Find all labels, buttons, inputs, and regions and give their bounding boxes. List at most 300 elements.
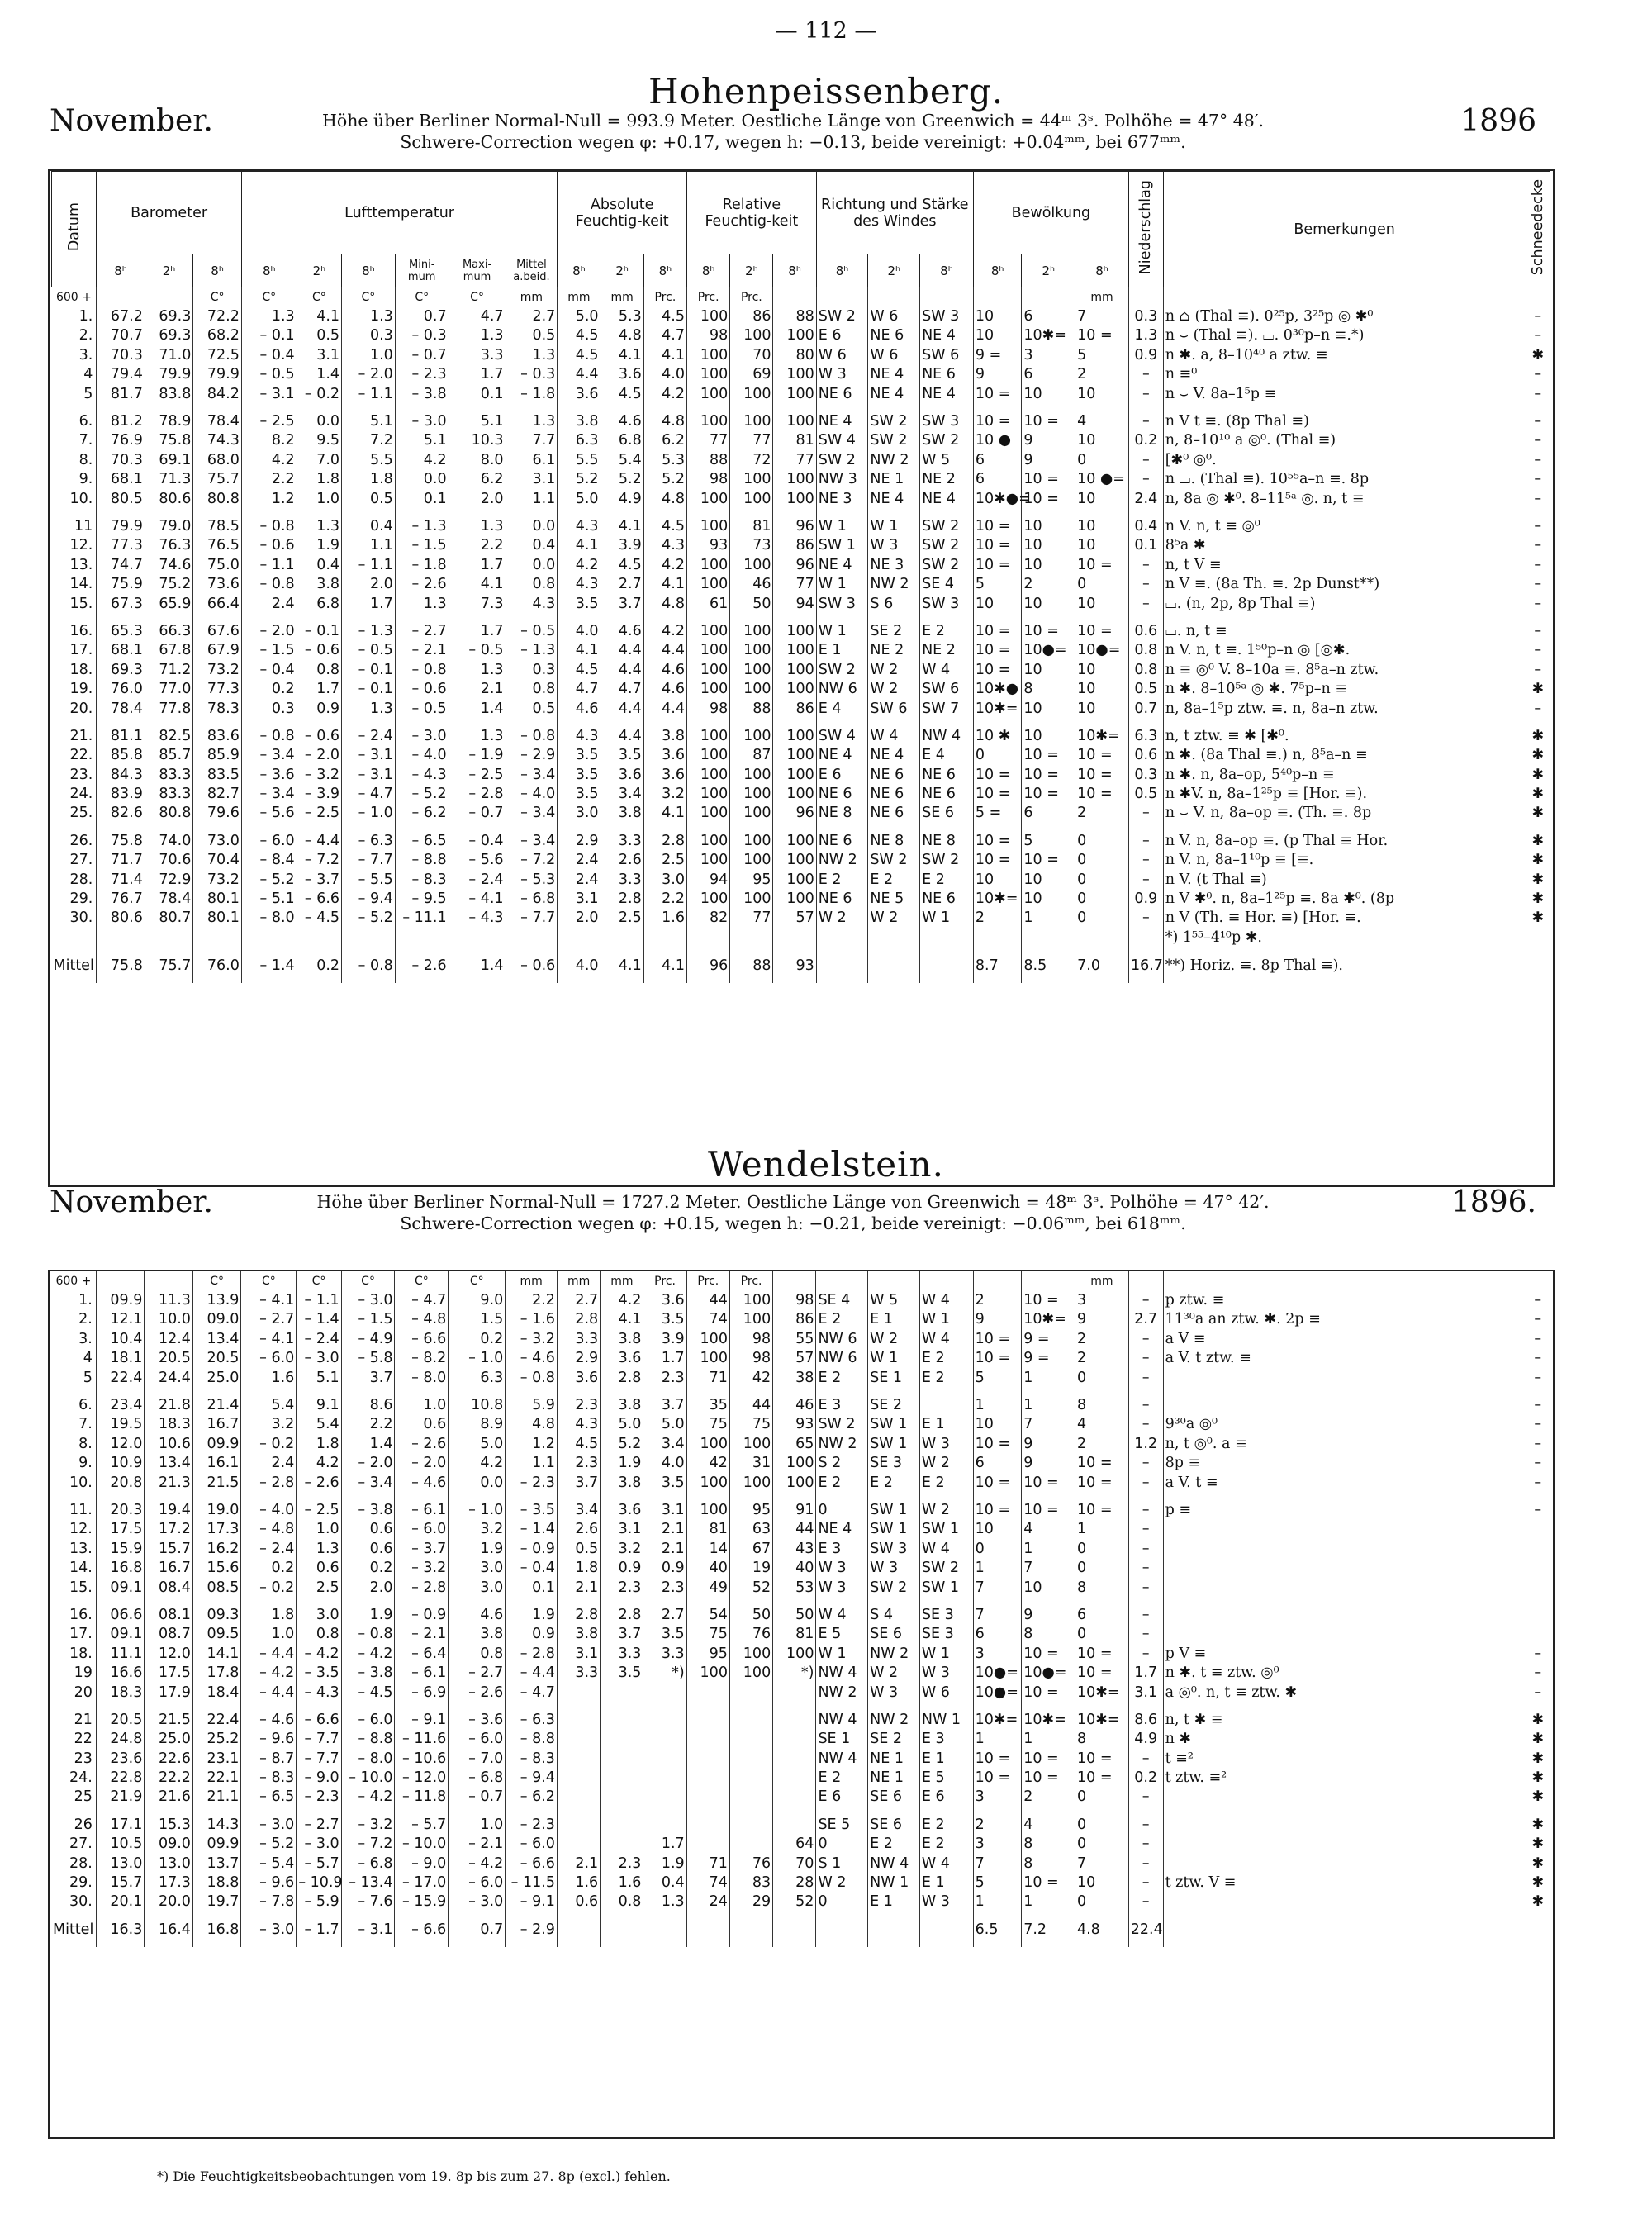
table-cell: 100 [687, 345, 730, 364]
table-cell: 0 [1075, 1893, 1128, 1912]
table-cell: 3 [1022, 345, 1075, 364]
table-cell: 88 [773, 306, 816, 325]
table-cell: 85.7 [145, 746, 193, 765]
table-cell: – [1128, 1454, 1163, 1473]
table-cell: 4.9 [601, 489, 643, 508]
table-cell: 96 [773, 508, 816, 535]
table-cell: 81 [686, 1520, 729, 1539]
table-cell: – 2.8 [395, 1578, 449, 1597]
table-cell: 8p ≡ [1163, 1454, 1526, 1473]
table-cell: S 1 [816, 1854, 868, 1873]
table-cell: 4.9 [1128, 1730, 1163, 1749]
bewoelkung-header: Bewölkung [973, 172, 1128, 254]
table-cell: 8 [1075, 1730, 1128, 1749]
table-row [52, 765, 1550, 784]
table-cell: n, 8a ◎ ✱⁰. 8–11⁵ᵃ ◎. n, t ≡ [1163, 489, 1526, 508]
table-cell: – [1128, 870, 1163, 889]
footnote-cell: *) 1⁵⁵–4¹⁰p ✱. [1163, 928, 1526, 948]
table-cell: – 1.8 [395, 555, 449, 574]
table-cell: 10✱= [973, 1702, 1022, 1729]
table-cell: 2.7 [643, 1597, 686, 1624]
unit-cell: C° [297, 287, 341, 307]
table-cell: 6 [1022, 804, 1075, 823]
table-cell: 78.4 [97, 699, 145, 718]
table-cell [643, 1912, 686, 1948]
table-cell: – 3.2 [341, 1807, 395, 1834]
table-row [51, 1625, 1550, 1644]
table-row [52, 508, 1550, 535]
unit-cell: C° [297, 1271, 341, 1290]
table-cell: 19 [729, 1558, 772, 1577]
table-cell: 100 [686, 1434, 729, 1453]
table-cell: 14.3 [192, 1807, 241, 1834]
table-cell: SE 4 [920, 574, 974, 593]
table-cell: 2.2 [643, 889, 686, 908]
table-cell: 2.0 [342, 574, 396, 593]
table-cell: 77.3 [97, 536, 145, 555]
table-cell: – 0.8 [342, 948, 396, 983]
table-cell: – 1.1 [241, 555, 297, 574]
table-cell: n, t ✱ ≡ [1163, 1702, 1526, 1729]
table-cell: 18.3 [96, 1683, 145, 1702]
table-cell: – [1128, 470, 1163, 489]
unit-cell: Prc. [730, 287, 773, 307]
table-cell: 28 [773, 1873, 816, 1892]
table-cell: 6 [973, 1625, 1022, 1644]
unit-cell [1128, 287, 1163, 307]
table-cell: – 4.1 [241, 1290, 297, 1309]
table-cell: **) Horiz. ≡. 8p Thal ≡). [1163, 948, 1526, 983]
table-cell: E 2 [816, 1768, 868, 1787]
table-cell: W 1 [816, 613, 868, 640]
table-cell: ✱ [1526, 870, 1550, 889]
table-cell: 2 [973, 909, 1022, 928]
table-cell: – 3.2 [506, 1329, 558, 1348]
table-cell: – 3.1 [342, 765, 396, 784]
table-cell: – 0.5 [342, 641, 396, 660]
table-cell: 44 [686, 1290, 729, 1309]
table-cell [1163, 1368, 1526, 1387]
table-cell: NE 1 [868, 1768, 920, 1787]
table-cell: 13.0 [96, 1854, 145, 1873]
table-cell: 3.5 [558, 784, 601, 803]
table-cell: 5.0 [449, 1434, 506, 1453]
table-cell: SW 2 [868, 851, 920, 870]
table-cell: 0.5 [297, 326, 341, 345]
table-cell: 3.7 [601, 594, 643, 613]
table-cell: 3.7 [643, 1387, 686, 1414]
table-cell: 77.8 [145, 699, 193, 718]
table-cell: 5 [1075, 345, 1129, 364]
table-cell: NE 4 [868, 384, 920, 403]
table-cell: SE 3 [919, 1597, 973, 1624]
table-cell [729, 1788, 772, 1807]
table-cell: 7 [973, 1578, 1022, 1597]
table-cell: – [1526, 1329, 1550, 1348]
unit-cell [1128, 1271, 1163, 1290]
table-cell: 100 [730, 489, 773, 508]
table-cell [920, 948, 974, 983]
unit-cell [773, 1271, 816, 1290]
table-cell: 100 [773, 889, 816, 908]
unit-cell: mm [506, 287, 558, 307]
hour-8-header: 8ʰ [558, 254, 601, 287]
table-cell [729, 1730, 772, 1749]
table-cell: [✱⁰ ◎⁰. [1163, 450, 1526, 469]
data-table-wendelstein [51, 1271, 1550, 1947]
table-cell: 0.6 [1128, 746, 1163, 765]
table-cell: – [1526, 306, 1550, 325]
table-cell: 10 = [1022, 1473, 1075, 1492]
table-row [52, 306, 1550, 325]
table-cell: 61 [687, 594, 730, 613]
table-cell: 4.1 [297, 306, 341, 325]
table-cell: 10 = [973, 784, 1022, 803]
table-cell: 7 [973, 1854, 1022, 1873]
unit-cell: C° [395, 1271, 449, 1290]
table-cell: 09.9 [192, 1434, 241, 1453]
table-cell: W 4 [816, 1597, 868, 1624]
table-cell: – [1128, 1597, 1163, 1624]
table-cell: 80.6 [97, 909, 145, 928]
table-cell: – [1526, 1683, 1550, 1702]
table-cell: – 6.0 [449, 1873, 506, 1892]
table-cell: – 10.0 [395, 1835, 449, 1854]
table-cell: 81 [773, 1625, 816, 1644]
table-cell: W 4 [919, 1290, 973, 1309]
table-cell: 10 [1075, 508, 1129, 535]
unit-cell [97, 287, 145, 307]
table-cell: – [1526, 555, 1550, 574]
table-cell: 4.2 [395, 450, 449, 469]
table-cell: – [1526, 365, 1550, 384]
table-cell: 10●= [1022, 1663, 1075, 1682]
table-cell: n, 8a–1⁵p ztw. ≡. n, 8a–n ztw. [1163, 699, 1526, 718]
table-cell: 0 [973, 1539, 1022, 1558]
table-cell [557, 1835, 600, 1854]
table-cell: NE 4 [868, 746, 920, 765]
table-cell: 100 [686, 1492, 729, 1519]
table-cell: – 0.8 [506, 1368, 558, 1387]
table-cell: – 8.4 [241, 851, 297, 870]
table-cell: – 11.5 [506, 1873, 558, 1892]
table-cell: 10 = [973, 641, 1022, 660]
table-cell: ✱ [1526, 1807, 1550, 1834]
table-cell: 3.6 [643, 765, 686, 784]
hour-8-header: 8ʰ [97, 254, 145, 287]
table-cell: 3 [973, 1788, 1022, 1807]
table-cell: 78.3 [193, 699, 242, 718]
table-cell: – 6.0 [449, 1730, 506, 1749]
hour-8-header: 8ʰ [643, 254, 686, 287]
table-cell: 3.8 [297, 574, 341, 593]
table-cell: 4.5 [558, 345, 601, 364]
table-cell [686, 1807, 729, 1834]
table-cell: 75.8 [97, 948, 145, 983]
table-cell: 10 = [973, 1473, 1022, 1492]
table-cell: 16.8 [96, 1558, 145, 1577]
table-cell: – 2.3 [506, 1473, 558, 1492]
table-cell: – 1.4 [506, 1520, 558, 1539]
table-cell: 6 [1022, 306, 1075, 325]
table-cell: 77 [773, 450, 816, 469]
date-cell: 2. [51, 1310, 96, 1329]
table-cell: NW 2 [816, 1434, 868, 1453]
table-cell: 100 [773, 365, 816, 384]
table-cell: 10 = [973, 555, 1022, 574]
table-cell: E 6 [816, 765, 868, 784]
table-cell: 2.2 [341, 1415, 395, 1434]
table-cell: S 6 [868, 594, 920, 613]
table-cell: 67.8 [145, 641, 193, 660]
table-cell: – 2.7 [395, 613, 449, 640]
table-cell: 4.5 [558, 660, 601, 679]
table-cell: – 3.2 [297, 765, 341, 784]
table-cell: 1 [1022, 1539, 1075, 1558]
table-cell: 2.1 [557, 1854, 600, 1873]
table-row [51, 1578, 1550, 1597]
table-cell: 1.6 [241, 1368, 297, 1387]
table-cell [643, 1749, 686, 1768]
table-cell: ✱ [1526, 1768, 1550, 1787]
table-cell: – 3.0 [297, 1349, 341, 1368]
table-cell: – 0.5 [395, 699, 449, 718]
table-cell: n V. n, t ≡ ◎⁰ [1163, 508, 1526, 535]
date-cell: 10. [52, 489, 97, 508]
table-cell: 12.1 [96, 1310, 145, 1329]
table-cell: – 0.3 [395, 326, 449, 345]
table-cell: 16.7 [145, 1558, 193, 1577]
table-cell: 0 [816, 1893, 868, 1912]
table-cell: W 1 [816, 574, 868, 593]
table-cell: SW 1 [868, 1415, 920, 1434]
table-cell: 0.3 [1128, 765, 1163, 784]
table-cell: – 2.6 [395, 574, 449, 593]
table-cell: – 2.7 [449, 1663, 506, 1682]
table-cell: 4.8 [643, 403, 686, 430]
table-cell: 3.2 [643, 784, 686, 803]
table-cell: 2.1 [643, 1520, 686, 1539]
table-cell [686, 1702, 729, 1729]
table-cell: – 3.0 [341, 1290, 395, 1309]
table-cell: 74.7 [97, 555, 145, 574]
table-cell: – 9.6 [241, 1873, 297, 1892]
table-cell: 80.8 [193, 489, 242, 508]
table-cell: 4.2 [241, 450, 297, 469]
table-cell: 81 [730, 508, 773, 535]
table-cell: – 3.6 [449, 1702, 506, 1729]
table-cell: 10✱= [1075, 718, 1129, 745]
table-cell: – 4.0 [395, 746, 449, 765]
table-cell: 3.6 [643, 746, 686, 765]
table-cell: – 6.0 [395, 1520, 449, 1539]
bemerkungen-header: Bemerkungen [1163, 172, 1526, 287]
table-cell: – 3.0 [297, 1835, 341, 1854]
table-cell: 2.9 [558, 823, 601, 850]
table-cell: SW 4 [816, 431, 868, 450]
table-cell [773, 1768, 816, 1787]
table-cell: 100 [730, 641, 773, 660]
table-cell: 4.5 [558, 326, 601, 345]
table-cell [868, 948, 920, 983]
table-cell: – 5.1 [241, 889, 297, 908]
table-cell: 76.0 [193, 948, 242, 983]
table-cell: – 6.8 [449, 1768, 506, 1787]
table-cell: – 5.3 [506, 870, 558, 889]
table-row [52, 365, 1550, 384]
date-cell: 18. [51, 1644, 96, 1663]
date-cell: 4 [52, 365, 97, 384]
table-cell: 95 [686, 1644, 729, 1663]
table-cell: 2 [973, 1290, 1022, 1309]
table-cell: 2.8 [557, 1597, 600, 1624]
table-cell [395, 928, 449, 948]
table-cell: 12.4 [145, 1329, 193, 1348]
station-info-line: Höhe über Berliner Normal-Null = 993.9 Meter. Oestliche Länge von Greenwich = 44ᵐ 3ˢ. Polhöhe = 47° 48′. [321, 111, 1264, 131]
table-cell: 12.0 [96, 1434, 145, 1453]
table-cell: 10 ✱ [973, 718, 1022, 745]
table-cell: 100 [687, 365, 730, 384]
unit-cell [868, 1271, 920, 1290]
table-cell: 18.1 [96, 1349, 145, 1368]
table-cell: – [1526, 1415, 1550, 1434]
table-cell: 4.5 [643, 306, 686, 325]
table-cell: W 3 [868, 536, 920, 555]
table-cell: 72.5 [193, 345, 242, 364]
hour-2-header: 2ʰ [145, 254, 193, 287]
table-cell: 3.8 [601, 1329, 643, 1348]
table-cell: 8 [1075, 1387, 1128, 1414]
table-cell: – 0.4 [241, 660, 297, 679]
table-cell: 5.1 [297, 1368, 341, 1387]
table-cell: – 6.1 [395, 1663, 449, 1682]
table-cell: 82 [687, 909, 730, 928]
table-cell: 4.2 [643, 613, 686, 640]
table-cell: 15.3 [145, 1807, 193, 1834]
table-cell [729, 1749, 772, 1768]
station-info-line: Höhe über Berliner Normal-Null = 1727.2 Meter. Oestliche Länge von Greenwich = 48ᵐ 3ˢ. Polhöhe = 47° 42′. [316, 1192, 1270, 1212]
unit-cell [920, 287, 974, 307]
table-cell: 100 [773, 1454, 816, 1473]
table-cell: 1.6 [643, 909, 686, 928]
table-cell: 68.2 [193, 326, 242, 345]
table-cell: 10.8 [449, 1387, 506, 1414]
table-cell: 75.8 [97, 823, 145, 850]
table-cell: NW 4 [816, 1663, 868, 1682]
table-cell: 2.8 [601, 1597, 643, 1624]
date-cell: 14. [52, 574, 97, 593]
table-cell: – 6.3 [506, 1702, 558, 1729]
table-row [51, 1702, 1550, 1729]
table-cell: 10 [1022, 594, 1075, 613]
table-cell: W 5 [868, 1290, 920, 1309]
table-row [52, 851, 1550, 870]
table-cell: NE 4 [868, 489, 920, 508]
table-cell: 8 [1075, 1578, 1128, 1597]
table-cell [1163, 1625, 1526, 1644]
table-cell: NE 6 [920, 365, 974, 384]
table-cell: n, 8–10¹⁰ a ◎⁰. (Thal ≡) [1163, 431, 1526, 450]
table-cell: 10●= [973, 1663, 1022, 1682]
table-cell: 0 [1075, 1368, 1128, 1387]
table-cell: 7 [973, 1597, 1022, 1624]
table-cell: 1.3 [241, 306, 297, 325]
table-cell: 10 = [1022, 1768, 1075, 1787]
table-cell: – 6.6 [297, 889, 341, 908]
table-cell: 0.0 [506, 508, 558, 535]
table-cell: 3.2 [601, 1539, 643, 1558]
table-cell: 67 [729, 1539, 772, 1558]
table-cell: 8.0 [449, 450, 506, 469]
table-cell: 0.5 [557, 1539, 600, 1558]
table-cell: – 0.5 [506, 613, 558, 640]
table-cell: – 4.3 [449, 909, 506, 928]
table-cell: – 5.2 [241, 870, 297, 889]
unit-cell: C° [449, 1271, 506, 1290]
table-cell: 5.3 [601, 306, 643, 325]
table-cell: 8.2 [241, 431, 297, 450]
table-cell: 0.3 [241, 699, 297, 718]
table-row [51, 1454, 1550, 1473]
table-cell: E 2 [919, 1835, 973, 1854]
table-cell: NE 6 [868, 784, 920, 803]
table-cell: 0 [973, 746, 1022, 765]
table-cell: 16.7 [1128, 948, 1163, 983]
table-cell: – [1128, 1415, 1163, 1434]
table-cell: SE 5 [816, 1807, 868, 1834]
table-cell: – 3.0 [395, 718, 449, 745]
hour-8-header: 8ʰ [687, 254, 730, 287]
table-cell: – [1128, 594, 1163, 613]
table-cell: 73.0 [193, 823, 242, 850]
table-cell: – [1526, 384, 1550, 403]
table-row [51, 1290, 1550, 1309]
date-cell: 7. [51, 1415, 96, 1434]
table-cell: 0.0 [506, 555, 558, 574]
table-cell [816, 1912, 868, 1948]
table-cell: E 5 [919, 1768, 973, 1787]
table-cell: ✱ [1526, 1788, 1550, 1807]
table-cell: 2.7 [557, 1290, 600, 1309]
table-cell: 19.0 [192, 1492, 241, 1519]
table-cell: – 3.8 [341, 1492, 395, 1519]
table-cell: 76.3 [145, 536, 193, 555]
table-cell: 78.5 [193, 508, 242, 535]
table-cell: 4 [1022, 1520, 1075, 1539]
date-cell: 12. [51, 1520, 96, 1539]
date-cell: 20 [51, 1683, 96, 1702]
table-cell: 2.7 [601, 574, 643, 593]
table-cell: n V ≡. (8a Th. ≡. 2p Dunst**) [1163, 574, 1526, 593]
table-cell: – 0.7 [395, 345, 449, 364]
unit-cell: mm [558, 287, 601, 307]
table-cell: – 4.5 [341, 1683, 395, 1702]
table-cell: – 3.4 [506, 804, 558, 823]
table-cell: – [1526, 1290, 1550, 1309]
table-cell: 2.4 [1128, 489, 1163, 508]
table-cell: 10 = [973, 851, 1022, 870]
table-cell: NE 3 [816, 489, 868, 508]
unit-cell: C° [449, 287, 506, 307]
table-cell: W 4 [919, 1854, 973, 1873]
table-cell: – 0.5 [241, 365, 297, 384]
table-cell: 2.1 [643, 1539, 686, 1558]
table-cell: W 2 [919, 1492, 973, 1519]
table-cell [601, 928, 643, 948]
table-cell: 83.8 [145, 384, 193, 403]
table-cell: 100 [773, 1473, 816, 1492]
table-cell: 0.9 [1128, 345, 1163, 364]
